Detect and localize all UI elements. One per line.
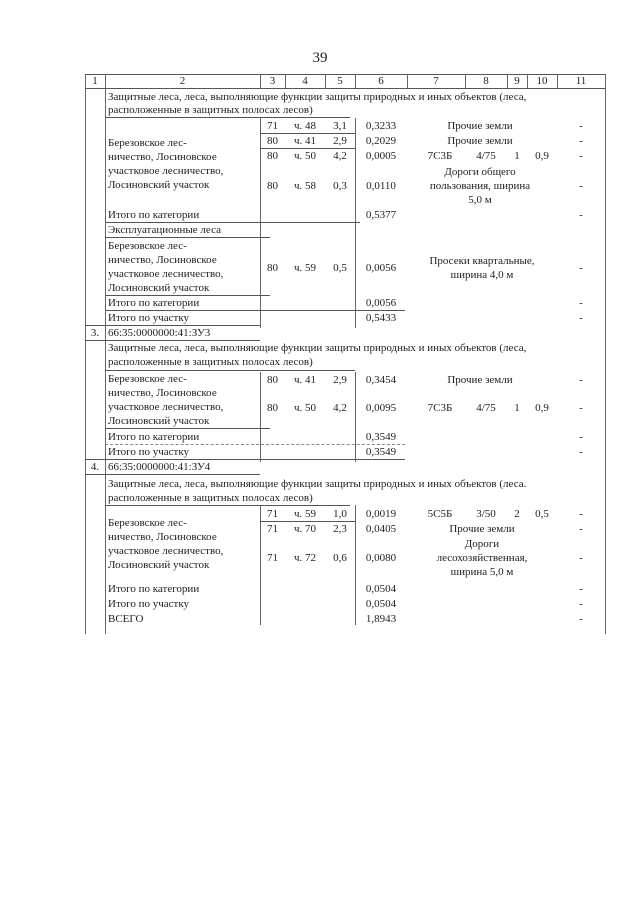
location-line: Березовское лес- [108,373,187,385]
col-header-2: 2 [179,75,186,87]
category-heading: Защитные леса, леса, выполняющие функции защиты природных и иных объектов (леса, [108,342,527,354]
table-cell: Прочие земли [449,523,515,535]
total-category-value: 0,0504 [365,583,397,595]
table-cell: Дороги [464,538,500,550]
table-cell: - [579,135,583,147]
table-cell: - [579,508,583,520]
location-line: ничество, Лосиновское [108,531,217,543]
table-cell: 2 [514,508,520,520]
table-cell: 0,5 [535,508,549,520]
location-line: участковое лесничество, [108,545,224,557]
table-cell: ч. 50 [293,402,317,414]
table-cell: 3/50 [476,508,496,520]
table-cell: 2,9 [333,135,347,147]
location-line: Лосиновский участок [108,415,210,427]
table-cell: - [579,150,583,162]
total-category-label: Итого по категории [108,209,200,221]
dash-cell: - [579,431,583,443]
table-cell: 4/75 [476,150,496,162]
table-cell: Прочие земли [447,135,513,147]
table-cell: - [579,374,583,386]
table-cell: 5С5Б [427,508,453,520]
col-header-10: 10 [536,75,548,87]
cadastral-number: 66:35:0000000:41:ЗУ4 [108,461,211,473]
table-cell: ч. 72 [293,552,317,564]
table-cell: 1 [514,150,520,162]
table-cell: 0,9 [535,402,549,414]
total-plot-value: 0,5433 [365,312,397,324]
table-cell: - [579,120,583,132]
table-cell: 0,0080 [365,552,397,564]
col-header-7: 7 [433,75,439,87]
table-cell: 80 [267,374,278,386]
table-cell: 0,0005 [365,150,397,162]
table-cell: ч. 41 [293,135,317,147]
table-cell: - [579,552,583,564]
table-cell: ч. 48 [293,120,317,132]
table-cell: пользования, ширина [429,180,531,192]
table-cell: 0,0056 [365,262,397,274]
table-cell: 0,0019 [365,508,397,520]
table-cell: ч. 70 [293,523,317,535]
total-category-value: 0,5377 [365,209,397,221]
dash-cell: - [579,297,583,309]
col-header-8: 8 [483,75,489,87]
table-cell: 2,9 [333,374,347,386]
table-cell: 71 [267,552,278,564]
location-line: ничество, Лосиновское [108,151,217,163]
location-line: участковое лесничество, [108,401,224,413]
table-cell: 0,0110 [366,180,396,192]
total-category-label: Итого по категории [108,431,200,443]
row-number: 4. [90,461,100,473]
table-cell: 80 [267,180,278,192]
dash-cell: - [579,446,583,458]
table-cell: - [579,180,583,192]
col-header-4: 4 [302,75,308,87]
category-heading-cont: расположенные в защитных полосах лесов) [108,492,313,504]
table-cell: 7С3Б [427,150,453,162]
col-header-9: 9 [514,75,520,87]
table-cell: 1,0 [333,508,347,520]
table-cell: 80 [267,402,278,414]
location-line: Лосиновский участок [108,179,210,191]
cadastral-number: 66:35:0000000:41:ЗУ3 [108,327,211,339]
dash-cell: - [579,613,583,625]
table-cell: 80 [267,262,278,274]
table-cell: Прочие земли [447,120,513,132]
total-plot-label: Итого по участку [108,446,190,458]
dash-cell: - [579,598,583,610]
table-cell: - [579,402,583,414]
location-line: ничество, Лосиновское [108,254,217,266]
table-cell: 2,3 [333,523,347,535]
location-line: Березовское лес- [108,240,187,252]
table-cell: 4,2 [333,402,347,414]
row-number: 3. [90,327,100,339]
table-cell: ч. 50 [293,150,317,162]
table-cell: 0,5 [333,262,347,274]
table-cell: 4,2 [333,150,347,162]
category-heading: Эксплуатационные леса [108,224,221,236]
table-cell: 0,9 [535,150,549,162]
grand-total-value: 1,8943 [365,613,397,625]
col-header-5: 5 [337,75,343,87]
table-cell: 5,0 м [468,194,492,206]
table-cell: 0,3 [333,180,347,192]
table-cell: 0,3233 [365,120,397,132]
table-cell: 7С3Б [427,402,453,414]
table-cell: - [579,262,583,274]
table-cell: 71 [267,523,278,535]
table-cell: ч. 59 [293,262,317,274]
grand-total-label: ВСЕГО [108,613,144,625]
category-heading: Защитные леса, леса, выполняющие функции защиты природных и иных объектов (леса, [108,91,527,103]
category-heading-cont: расположенные в защитных полосах лесов) [108,104,313,116]
location-line: ничество, Лосиновское [108,387,217,399]
location-line: Березовское лес- [108,137,187,149]
category-heading: Защитные леса, леса, выполняющие функции защиты природных и иных объектов (леса. [108,478,527,490]
table-cell: Просеки квартальные, [429,255,535,267]
total-plot-value: 0,3549 [365,446,397,458]
table-cell: ч. 58 [293,180,317,192]
total-category-label: Итого по категории [108,583,200,595]
table-cell: 3,1 [333,120,347,132]
table-cell: - [579,523,583,535]
total-category-label: Итого по категории [108,297,200,309]
table-cell: 0,2029 [365,135,397,147]
table-cell: 80 [267,135,278,147]
col-header-3: 3 [269,75,276,87]
table-cell: 0,0405 [365,523,397,535]
table-cell: лесохозяйственная, [436,552,528,564]
col-header-11: 11 [575,75,587,87]
dash-cell: - [579,209,583,221]
location-line: участковое лесничество, [108,165,224,177]
table-cell: Прочие земли [447,374,513,386]
total-category-value: 0,0056 [365,297,397,309]
total-plot-label: Итого по участку [108,598,190,610]
table-cell: 71 [267,508,278,520]
location-line: Лосиновский участок [108,282,210,294]
category-heading-cont: расположенные в защитных полосах лесов) [108,356,313,368]
table-cell: 0,0095 [365,402,397,414]
location-line: Лосиновский участок [108,559,210,571]
col-header-1: 1 [92,75,98,87]
table-cell: 1 [514,402,520,414]
table-cell: ширина 4,0 м [450,269,514,281]
table-cell: ч. 41 [293,374,317,386]
location-line: участковое лесничество, [108,268,224,280]
table-cell: ч. 59 [293,508,317,520]
table-cell: 80 [267,150,278,162]
table-cell: 0,3454 [365,374,397,386]
total-plot-value: 0,0504 [365,598,397,610]
table-cell: ширина 5,0 м [450,566,514,578]
table-cell: 71 [267,120,278,132]
page-number: 39 [312,50,328,66]
total-category-value: 0,3549 [365,431,397,443]
total-plot-label: Итого по участку [108,312,190,324]
dash-cell: - [579,312,583,324]
table-cell: 0,6 [333,552,347,564]
table-cell: Дороги общего [444,166,516,178]
location-line: Березовское лес- [108,517,187,529]
table-cell: 4/75 [476,402,496,414]
col-header-6: 6 [378,75,384,87]
dash-cell: - [579,583,583,595]
